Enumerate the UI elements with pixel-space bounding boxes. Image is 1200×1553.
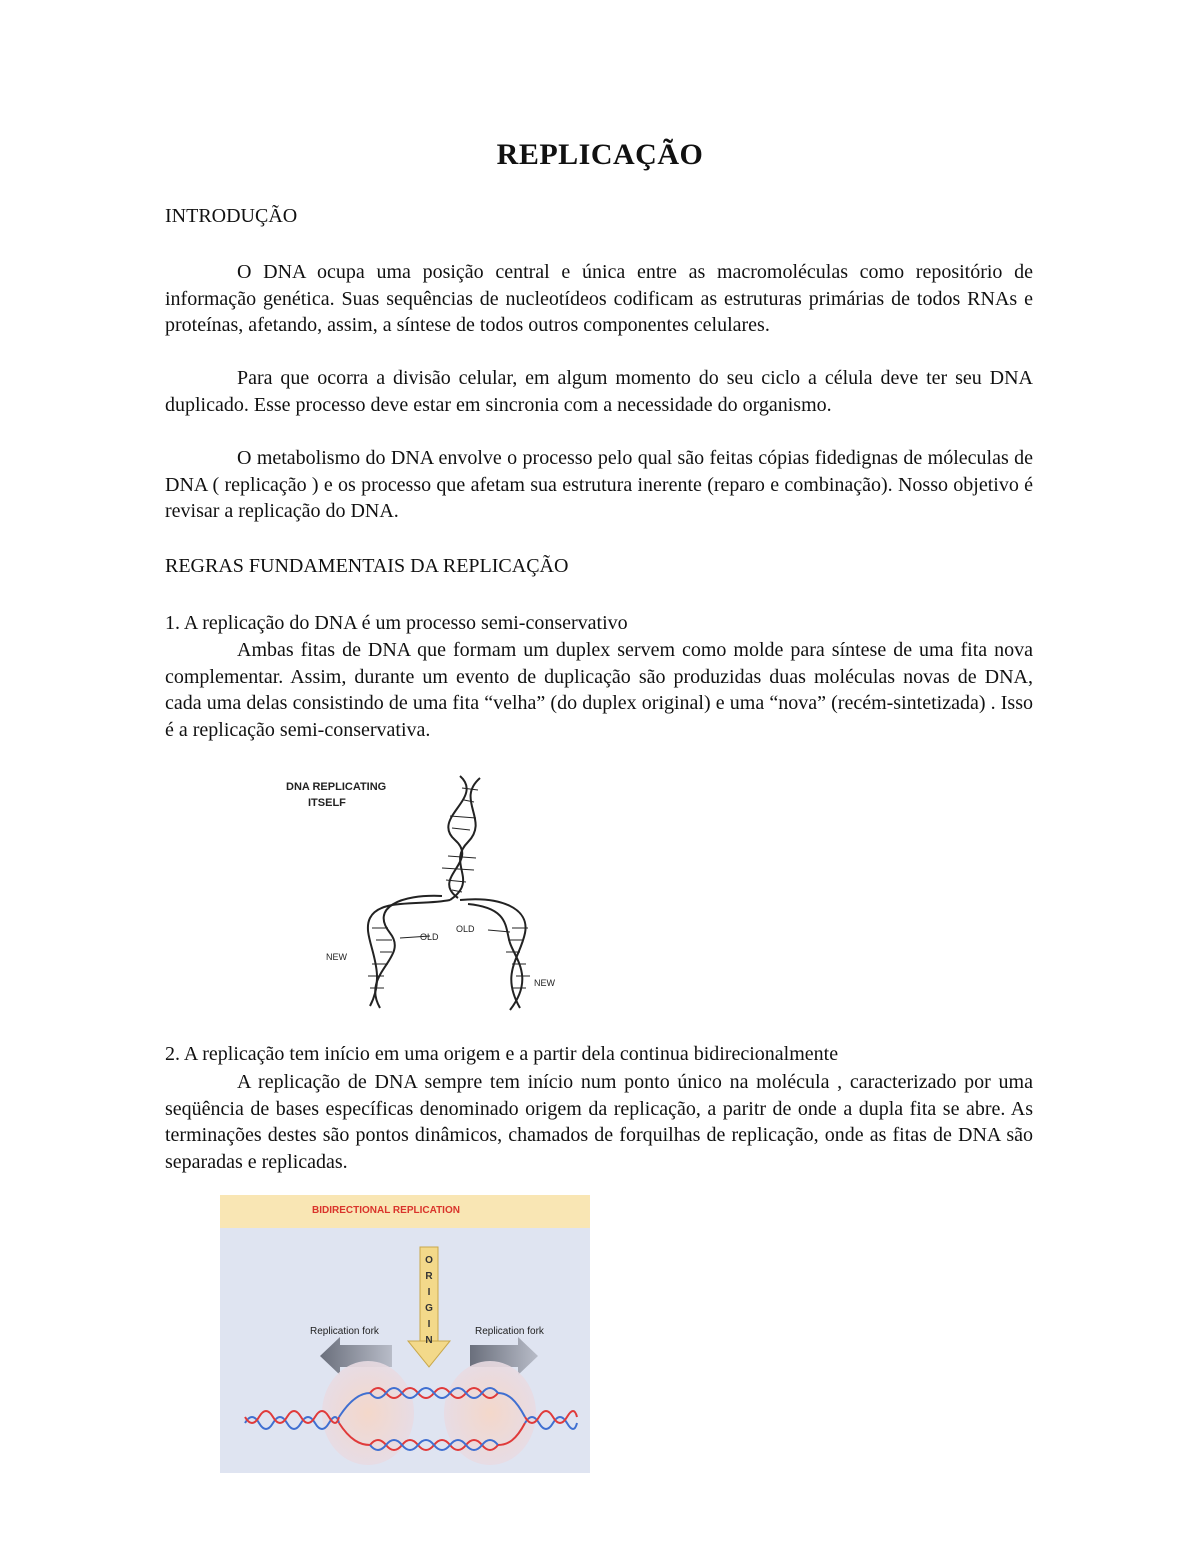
figure1-new-right: NEW — [534, 978, 555, 988]
origin-letter: N — [425, 1335, 433, 1346]
section-heading-introduction: INTRODUÇÃO — [165, 205, 298, 227]
figure1-label-line2: ITSELF — [308, 797, 346, 809]
fork-left-label: Replication fork — [310, 1326, 379, 1337]
rule-1-title: 1. A replicação do DNA é um processo semi-conservativo — [165, 612, 628, 634]
origin-letter: I — [427, 1287, 431, 1298]
rule-2-title: 2. A replicação tem início em uma origem e a partir dela continua bidirecionalmente — [165, 1043, 839, 1065]
origin-letter: O — [425, 1255, 433, 1266]
origin-letter: G — [425, 1303, 433, 1314]
section-heading-rules: REGRAS FUNDAMENTAIS DA REPLICAÇÃO — [165, 555, 569, 577]
origin-letter: R — [425, 1271, 433, 1282]
parent-helix — [442, 776, 480, 900]
dna-replicating-figure — [280, 768, 580, 1018]
paragraph-intro-3: O metabolismo do DNA envolve o processo pelo qual são feitas cópias fidedignas de móleculas de DNA ( replicação ) e os processo que afetam sua estrutura inerente (reparo e combinação). Nosso objetivo é revisar a replicação do DNA. — [165, 447, 1033, 522]
figure1-new-left: NEW — [326, 952, 347, 962]
bidirectional-replication-figure — [220, 1195, 590, 1473]
rule-2-text: A replicação de DNA sempre tem início num ponto único na molécula , caracterizado por uma seqüência de bases específicas denominado origem da replicação, a paritr de onde a dupla fita se abre. As terminações destes são pontos dinâmicos, chamados de forquilhas de replicação, onde as fitas de DNA são separadas e replicadas. — [165, 1071, 1033, 1173]
paragraph-intro-1: O DNA ocupa uma posição central e única entre as macromoléculas como repositório de informação genética. Suas sequências de nucleotídeos codificam as estruturas primárias de todos RNAs e proteínas, afetando, assim, a síntese de todos outros componentes celulares. — [165, 261, 1033, 336]
left-daughter-helix — [368, 896, 450, 1008]
figure1-old-right: OLD — [456, 924, 475, 934]
fork-right-label: Replication fork — [475, 1326, 544, 1337]
figure1-old-left: OLD — [420, 932, 439, 942]
origin-letter: I — [427, 1319, 431, 1330]
rule-1-text: Ambas fitas de DNA que formam um duplex servem como molde para síntese de uma fita nova complementar. Assim, durante um evento de duplicação são produzidas duas moléculas novas de DNA, cada uma delas consistindo de uma fita “velha” (do duplex original) e uma “nova” (recém-sintetizada) . Isso é a replicação semi-conservativa. — [165, 639, 1033, 741]
right-daughter-helix — [460, 899, 530, 1010]
paragraph-intro-2: Para que ocorra a divisão celular, em algum momento do seu ciclo a célula deve ter seu DNA duplicado. Esse processo deve estar em sincronia com a necessidade do organismo. — [165, 367, 1033, 416]
page-title: REPLICAÇÃO — [496, 138, 704, 171]
figure2-header: BIDIRECTIONAL REPLICATION — [312, 1205, 460, 1216]
figure1-label-line1: DNA REPLICATING — [286, 781, 387, 793]
